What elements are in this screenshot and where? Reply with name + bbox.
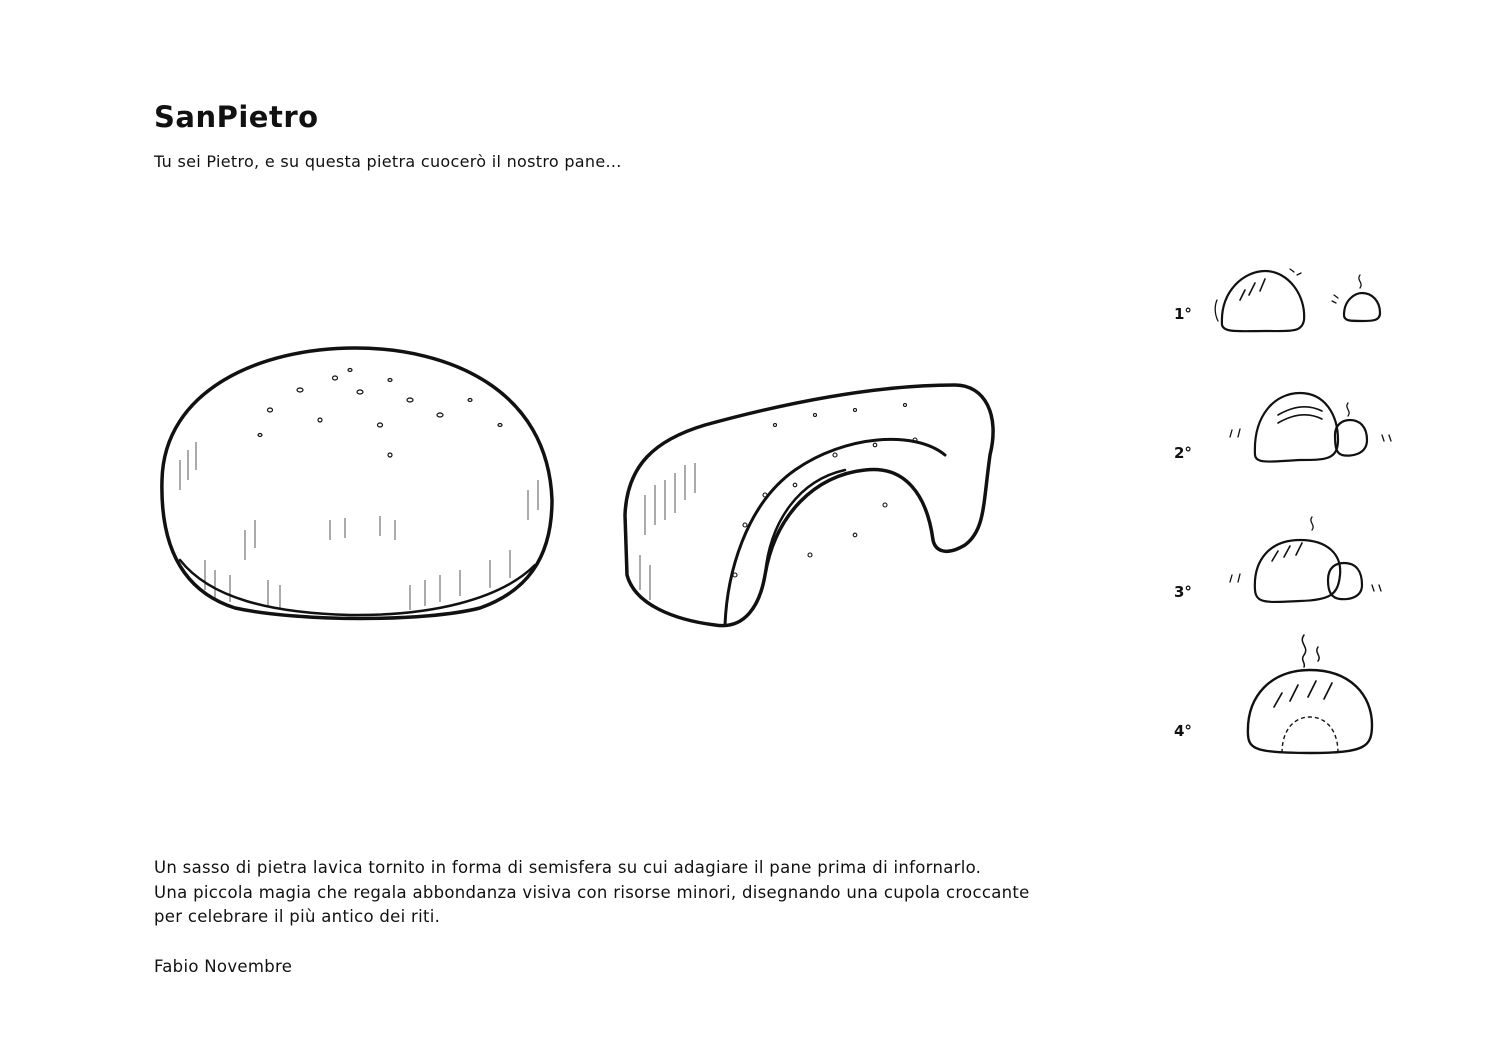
step-sequence <box>1160 255 1420 775</box>
step-3-label: 3° <box>1174 583 1192 601</box>
bread-placed-on-stone-icon <box>1230 393 1391 462</box>
baked-bread-dome-icon <box>1248 635 1372 753</box>
page-subtitle: Tu sei Pietro, e su questa pietra cuocerò il nostro pane... <box>154 152 622 171</box>
description-line-1: Un sasso di pietra lavica tornito in forma di semisfera su cui adagiare il pane prima di infornarlo. <box>154 858 982 877</box>
stone-hemisphere-icon <box>162 348 552 619</box>
page-title: SanPietro <box>154 100 319 134</box>
bread-rising-on-stone-icon <box>1230 517 1381 602</box>
author-name: Fabio Novembre <box>154 957 293 976</box>
bread-and-stone-separate-icon <box>1215 269 1380 331</box>
step-2-label: 2° <box>1174 444 1192 462</box>
description-line-2: Una piccola magia che regala abbondanza visiva con risorse minori, disegnando una cupola croccante <box>154 882 1030 902</box>
stone-cutaway-icon <box>625 385 993 626</box>
description-line-3: per celebrare il più antico dei riti. <box>154 907 441 926</box>
main-illustration <box>150 330 1010 650</box>
step-4-label: 4° <box>1174 722 1192 740</box>
step-1-label: 1° <box>1174 305 1192 323</box>
description <box>154 856 1084 930</box>
